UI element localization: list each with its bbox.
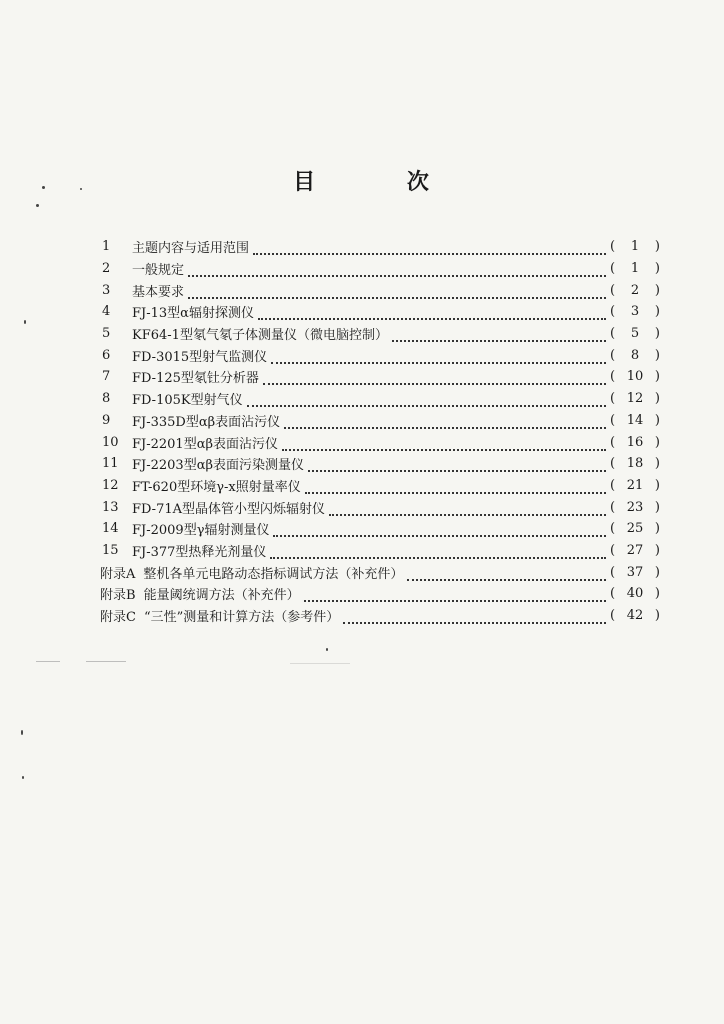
toc-entry-title: 主题内容与适用范围 (132, 241, 250, 257)
toc-entry-page: ( 12 ) (610, 391, 660, 407)
toc-entry[interactable] (100, 410, 660, 432)
toc-entry-number: 12 (102, 477, 119, 493)
toc-entry[interactable] (100, 301, 660, 323)
dot-leader (270, 544, 606, 559)
toc-entry-title: 整机各单元电路动态指标调试方法（补充件） (143, 566, 404, 582)
toc-entry[interactable] (100, 366, 660, 388)
toc-entry-title: 能量阈统调方法（补充件） (143, 588, 300, 604)
toc-entry-title: FJ-13型α辐射探测仪 (132, 306, 254, 322)
toc-entry-title: FJ-377型热释光剂量仪 (132, 544, 267, 560)
scan-line (86, 661, 126, 662)
toc-entry[interactable] (100, 496, 660, 518)
toc-entry-number: 9 (102, 412, 111, 428)
dot-leader (263, 370, 606, 385)
dot-leader (308, 457, 606, 472)
scan-speck (21, 730, 23, 735)
toc-entry[interactable] (100, 583, 660, 605)
toc-entry-page: ( 37 ) (610, 564, 660, 580)
dot-leader (305, 479, 606, 494)
dot-leader (258, 305, 606, 320)
dot-leader (188, 284, 606, 299)
toc-entry-page: ( 1 ) (610, 239, 660, 255)
scan-line (36, 661, 60, 662)
toc-entry-title: 一般规定 (132, 263, 185, 279)
toc-entry-page: ( 8 ) (610, 347, 660, 363)
scan-speck (80, 188, 82, 190)
toc-entry[interactable] (100, 344, 660, 366)
toc-entry-title: FD-71A型晶体管小型闪烁辐射仪 (132, 501, 326, 517)
toc-entry[interactable] (100, 388, 660, 410)
toc-entry-number: 3 (102, 282, 111, 298)
toc-entry-number: 10 (102, 434, 119, 450)
scan-speck (24, 320, 26, 324)
dot-leader (343, 609, 606, 624)
toc-entry-number: 附录A (100, 566, 136, 582)
toc-entry[interactable] (100, 605, 660, 627)
toc-entry-title: FD-125型氡钍分析器 (132, 371, 259, 387)
toc-entry-number: 1 (102, 239, 111, 255)
toc-entry-number: 5 (102, 326, 111, 342)
toc-entry[interactable] (100, 258, 660, 280)
dot-leader (273, 522, 606, 537)
toc-entry-title: FJ-2201型αβ表面沾污仪 (132, 436, 279, 452)
toc-entry-title: KF64-1型氡气氡子体测量仪（微电脑控制） (132, 328, 388, 344)
toc-entry[interactable] (100, 561, 660, 583)
toc-entry-page: ( 25 ) (610, 521, 660, 537)
toc-entry-page: ( 23 ) (610, 499, 660, 515)
page-title: 目 次 (293, 169, 471, 195)
toc-entry-page: ( 27 ) (610, 542, 660, 558)
toc-entry[interactable] (100, 431, 660, 453)
toc-entry[interactable] (100, 279, 660, 301)
toc-entry[interactable] (100, 323, 660, 345)
dot-leader (282, 436, 606, 451)
toc-entry[interactable] (100, 540, 660, 562)
toc-entry-page: ( 10 ) (610, 369, 660, 385)
scan-line (290, 663, 350, 664)
toc-entry-page: ( 40 ) (610, 586, 660, 602)
toc-entry-title: FT-620型环境γ-x照射量率仪 (132, 479, 301, 495)
dot-leader (304, 587, 606, 602)
toc-entry-number: 4 (102, 304, 111, 320)
dot-leader (329, 501, 606, 516)
toc-entry-page: ( 21 ) (610, 477, 660, 493)
table-of-contents (100, 236, 660, 626)
toc-entry-number: 附录B (100, 588, 136, 604)
toc-entry-page: ( 2 ) (610, 282, 660, 298)
toc-entry-title: FJ-2009型γ辐射测量仪 (132, 523, 270, 539)
toc-entry-title: FD-3015型射气监测仪 (132, 349, 268, 365)
toc-entry-title: FD-105K型射气仪 (132, 393, 243, 409)
dot-leader (247, 392, 606, 407)
toc-entry-title: “三性”测量和计算方法（参考件） (143, 610, 340, 626)
scan-speck (36, 204, 39, 207)
toc-entry-number: 7 (102, 369, 111, 385)
scan-speck (22, 776, 24, 779)
toc-entry-title: 基本要求 (132, 284, 185, 300)
toc-entry[interactable] (100, 475, 660, 497)
dot-leader (253, 240, 606, 255)
toc-entry-number: 6 (102, 347, 111, 363)
toc-entry-page: ( 5 ) (610, 326, 660, 342)
dot-leader (284, 414, 606, 429)
toc-entry-title: FJ-335D型αβ表面沾污仪 (132, 414, 281, 430)
toc-entry-number: 15 (102, 542, 119, 558)
toc-entry-number: 13 (102, 499, 119, 515)
dot-leader (271, 349, 606, 364)
toc-entry-page: ( 16 ) (610, 434, 660, 450)
toc-entry-number: 14 (102, 521, 119, 537)
toc-entry[interactable] (100, 518, 660, 540)
scan-speck (42, 186, 45, 189)
toc-entry-number: 11 (102, 456, 119, 472)
toc-entry-number: 附录C (100, 610, 136, 626)
toc-entry-page: ( 1 ) (610, 261, 660, 277)
dot-leader (188, 262, 606, 277)
dot-leader (392, 327, 606, 342)
toc-entry-page: ( 3 ) (610, 304, 660, 320)
toc-entry-page: ( 42 ) (610, 608, 660, 624)
dot-leader (407, 566, 606, 581)
toc-entry-title: FJ-2203型αβ表面污染测量仪 (132, 458, 305, 474)
toc-entry[interactable] (100, 236, 660, 258)
toc-entry-number: 2 (102, 261, 111, 277)
toc-entry-page: ( 18 ) (610, 456, 660, 472)
toc-entry-page: ( 14 ) (610, 412, 660, 428)
toc-entry[interactable] (100, 453, 660, 475)
toc-entry-number: 8 (102, 391, 111, 407)
scan-speck (326, 648, 328, 651)
